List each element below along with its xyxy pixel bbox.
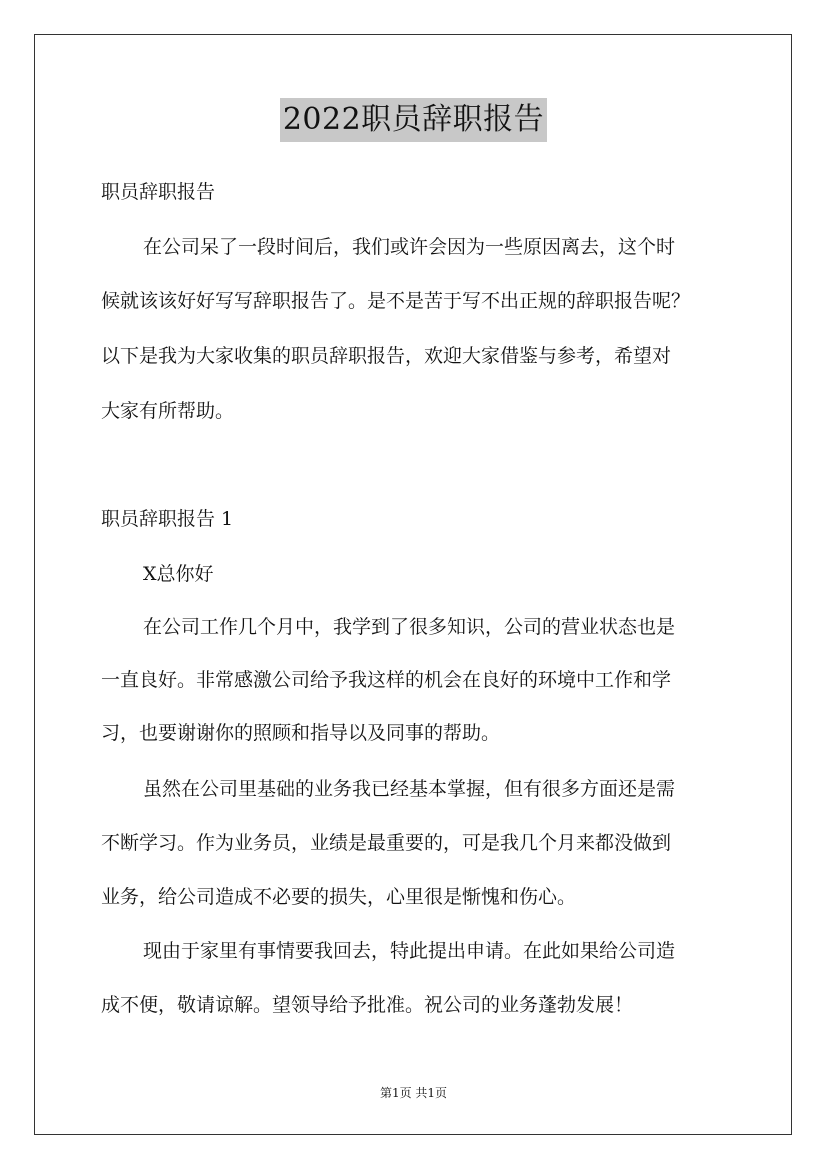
salutation: X总你好: [143, 563, 214, 585]
paragraph-line: 在公司工作几个月中，我学到了很多知识，公司的营业状态也是: [143, 616, 676, 638]
intro-line: 大家有所帮助。: [101, 400, 235, 422]
intro-line: 以下是我为大家收集的职员辞职报告，欢迎大家借鉴与参考，希望对: [101, 345, 672, 367]
intro-line: 候就该该好好写写辞职报告了。是不是苦于写不出正规的辞职报告呢？: [101, 290, 691, 312]
section-heading: 职员辞职报告 1: [101, 508, 234, 530]
paragraph-line: 虽然在公司里基础的业务我已经基本掌握，但有很多方面还是需: [143, 778, 676, 800]
paragraph-line: 成不便，敬请谅解。望领导给予批准。祝公司的业务蓬勃发展！: [101, 994, 634, 1016]
paragraph-line: 不断学习。作为业务员，业绩是最重要的，可是我几个月来都没做到: [101, 832, 672, 854]
title-container: [0, 98, 827, 142]
paragraph-line: 习，也要谢谢你的照顾和指导以及同事的帮助。: [101, 722, 501, 744]
document-title: 2022职员辞职报告: [280, 98, 547, 142]
paragraph-line: 业务，给公司造成不必要的损失，心里很是惭愧和伤心。: [101, 886, 577, 908]
paragraph-line: 一直良好。非常感激公司给予我这样的机会在良好的环境中工作和学: [101, 669, 672, 691]
paragraph-line: 现由于家里有事情要我回去，特此提出申请。在此如果给公司造: [143, 940, 676, 962]
page-footer: 第1页 共1页: [379, 1086, 448, 1100]
intro-line: 在公司呆了一段时间后，我们或许会因为一些原因离去，这个时: [143, 236, 676, 258]
intro-heading: 职员辞职报告: [101, 181, 216, 203]
